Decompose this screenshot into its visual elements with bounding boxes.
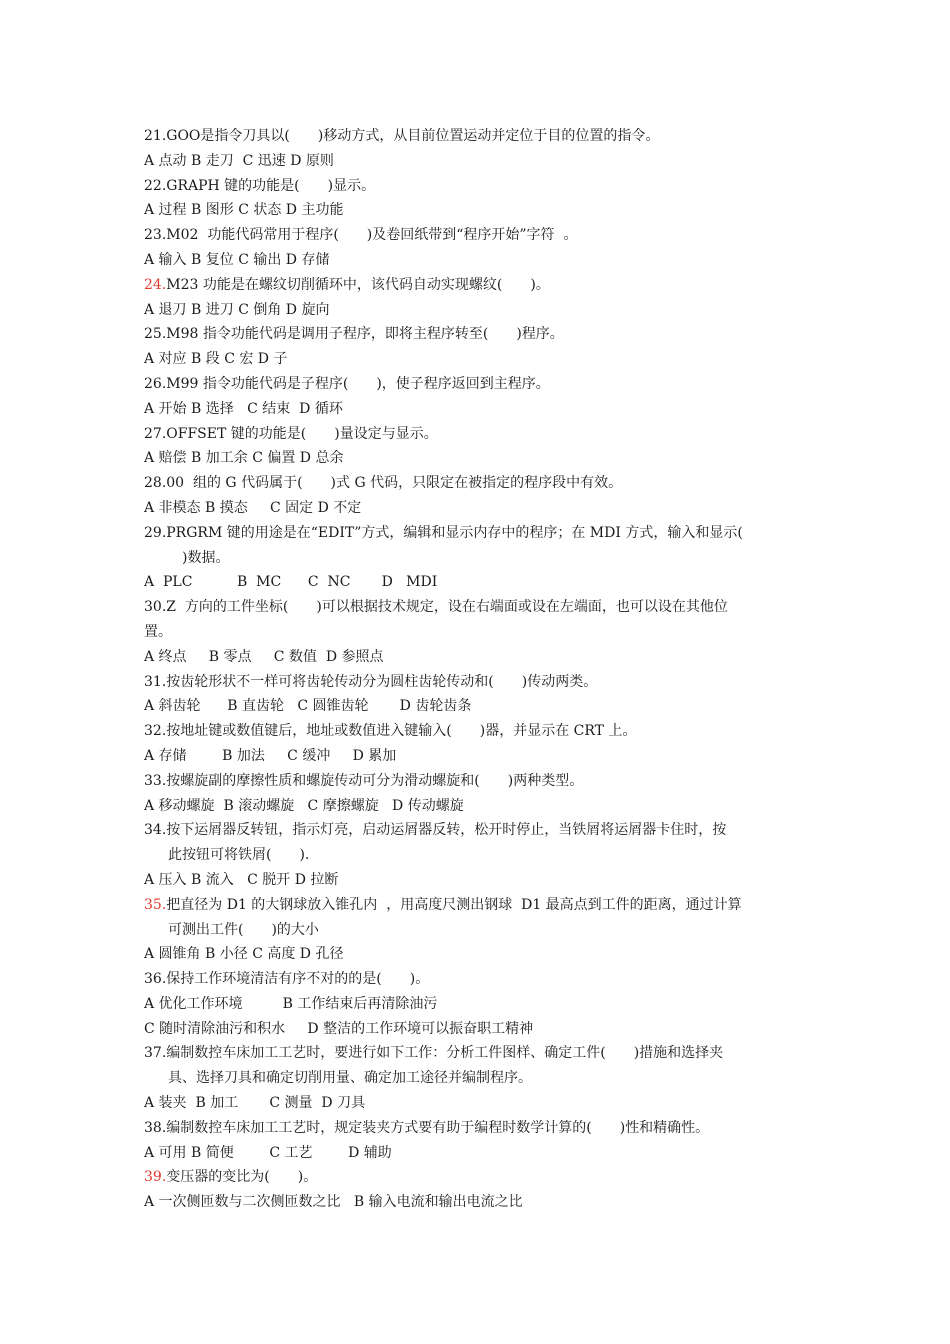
question-stem: 按下运屑器反转钮，指示灯亮，启动运屑器反转，松开时停止，当铁屑将运屑器卡住时，按 <box>166 822 727 839</box>
question-number: 34. <box>144 822 167 839</box>
question-text <box>144 893 810 918</box>
question-text <box>144 1041 810 1066</box>
question-text <box>144 818 810 843</box>
answer-options: A 移动螺旋 B 滚动螺旋 C 摩擦螺旋 D 传动螺旋 <box>144 797 464 814</box>
question-text <box>144 174 810 199</box>
question-number: 39. <box>144 1169 167 1186</box>
question-item <box>144 967 810 1041</box>
question-stem-continued: 可测出工件( )的大小 <box>168 921 319 938</box>
answer-options: A 对应 B 段 C 宏 D 子 <box>144 351 288 368</box>
question-number: 37. <box>144 1045 167 1062</box>
question-number: 35. <box>144 896 167 913</box>
question-text <box>144 471 810 496</box>
question-item <box>144 372 810 422</box>
question-stem: 变压器的变比为( )。 <box>166 1169 318 1186</box>
question-text <box>144 719 810 744</box>
question-stem: M23 功能是在螺纹切削循环中，该代码自动实现螺纹( )。 <box>166 276 550 293</box>
question-item <box>144 471 810 521</box>
question-text <box>144 322 810 347</box>
question-text <box>144 422 810 447</box>
question-stem-continued: 此按钮可将铁屑( ). <box>168 847 310 864</box>
question-text <box>144 372 810 397</box>
answer-options: A 可用 B 简便 C 工艺 D 辅助 <box>144 1144 392 1161</box>
question-item <box>144 322 810 372</box>
question-stem-continued: 置。 <box>144 623 172 640</box>
question-item <box>144 1041 810 1115</box>
question-number: 31. <box>144 673 167 690</box>
question-text <box>144 967 810 992</box>
answer-options: A 过程 B 图形 C 状态 D 主功能 <box>144 202 344 219</box>
question-stem: 把直径为 D1 的大钢球放入锥孔内 ，用高度尺测出钢球 D1 最高点到工件的距离，通过计算 <box>166 896 742 913</box>
answer-options: A 退刀 B 进刀 C 倒角 D 旋向 <box>144 301 330 318</box>
question-text <box>144 273 810 298</box>
answer-options: A 斜齿轮 B 直齿轮 C 圆锥齿轮 D 齿轮齿条 <box>144 698 472 715</box>
question-number: 38. <box>144 1119 167 1136</box>
question-stem: GRAPH 键的功能是( )显示。 <box>166 177 376 194</box>
answer-options: A 点动 B 走刀 C 迅速 D 原则 <box>144 152 334 169</box>
question-number: 28. <box>144 475 167 492</box>
question-number: 27. <box>144 425 167 442</box>
answer-options: A 一次侧匝数与二次侧匝数之比 B 输入电流和输出电流之比 <box>144 1194 523 1211</box>
answer-options: A 开始 B 选择 C 结束 D 循环 <box>144 400 343 417</box>
question-number: 21. <box>144 128 167 144</box>
question-stem: OFFSET 键的功能是( )量设定与显示。 <box>166 425 438 442</box>
question-text <box>144 223 810 248</box>
question-number: 29. <box>144 524 167 541</box>
question-item <box>144 124 810 174</box>
question-item <box>144 893 810 967</box>
question-text <box>144 124 810 149</box>
answer-options: A 非模态 B 摸态 C 固定 D 不定 <box>144 499 362 516</box>
question-text <box>144 1116 810 1141</box>
question-text <box>144 595 810 620</box>
question-item <box>144 670 810 720</box>
question-item <box>144 818 810 892</box>
answer-options: A 输入 B 复位 C 输出 D 存储 <box>144 251 330 268</box>
question-item <box>144 1165 810 1215</box>
question-item <box>144 769 810 819</box>
question-stem: 按螺旋副的摩擦性质和螺旋传动可分为滑动螺旋和( )两种类型。 <box>166 772 584 789</box>
question-number: 26. <box>144 375 167 392</box>
question-item <box>144 174 810 224</box>
question-number: 33. <box>144 772 167 789</box>
question-stem: 编制数控车床加工工艺时，规定装夹方式要有助于编程时数学计算的( )性和精确性。 <box>166 1119 710 1136</box>
answer-options: A 圆锥角 B 小径 C 高度 D 孔径 <box>144 946 344 963</box>
question-number: 22. <box>144 177 167 194</box>
question-item <box>144 521 810 595</box>
question-stem: GOO是指令刀具以( )移动方式，从目前位置运动并定位于目的位置的指令。 <box>166 128 660 144</box>
question-text <box>144 670 810 695</box>
answer-options: A 优化工作环境 B 工作结束后再清除油污 <box>144 995 438 1012</box>
question-stem: PRGRM 键的用途是在“EDIT”方式，编辑和显示内存中的程序；在 MDI 方式，输入和显示( <box>166 524 743 541</box>
answer-options: A 赔偿 B 加工余 C 偏置 D 总余 <box>144 450 344 467</box>
answer-options: C 随时清除油污和积水 D 整洁的工作环境可以振奋职工精神 <box>144 1020 534 1037</box>
question-stem: 00 组的 G 代码属于( )式 G 代码，只限定在被指定的程序段中有效。 <box>166 475 623 492</box>
question-stem: Z 方向的工件坐标( )可以根据技术规定，设在右端面或设在左端面，也可以设在其他位 <box>166 599 728 616</box>
question-stem: 按齿轮形状不一样可将齿轮传动分为圆柱齿轮传动和( )传动两类。 <box>166 673 598 690</box>
question-stem: M98 指令功能代码是调用子程序，即将主程序转至( )程序。 <box>166 326 564 343</box>
question-stem: 保持工作环境清洁有序不对的的是( )。 <box>166 971 430 988</box>
answer-options: A 压入 B 流入 C 脱开 D 拉断 <box>144 871 339 888</box>
question-stem: 编制数控车床加工工艺时，要进行如下工作：分析工件图样、确定工件( )措施和选择夹 <box>166 1045 724 1062</box>
question-item <box>144 422 810 472</box>
question-stem: 按地址键或数值键后，地址或数值进入键输入( )器，并显示在 CRT 上。 <box>166 723 637 740</box>
question-number: 25. <box>144 326 167 343</box>
answer-options: A 存储 B 加法 C 缓冲 D 累加 <box>144 747 397 764</box>
answer-options: A PLC B MC C NC D MDI <box>144 574 438 591</box>
question-number: 36. <box>144 971 167 988</box>
question-list <box>144 124 810 1215</box>
question-text <box>144 521 810 546</box>
question-item <box>144 273 810 323</box>
question-item <box>144 223 810 273</box>
question-number: 23. <box>144 227 167 244</box>
question-text <box>144 1165 810 1190</box>
question-item <box>144 1116 810 1166</box>
answer-options: A 终点 B 零点 C 数值 D 参照点 <box>144 648 384 665</box>
question-number: 30. <box>144 599 167 616</box>
question-number: 32. <box>144 723 167 740</box>
question-stem: M02 功能代码常用于程序( )及卷回纸带到“程序开始”字符 。 <box>166 227 578 244</box>
question-item <box>144 595 810 669</box>
question-stem: M99 指令功能代码是子程序( )，使子程序返回到主程序。 <box>166 375 550 392</box>
question-text <box>144 769 810 794</box>
question-stem-continued: )数据。 <box>168 549 230 566</box>
question-number: 24. <box>144 276 167 293</box>
answer-options: A 装夹 B 加工 C 测量 D 刀具 <box>144 1095 366 1112</box>
question-item <box>144 719 810 769</box>
question-stem-continued: 具、选择刀具和确定切削用量、确定加工途径并编制程序。 <box>168 1070 532 1087</box>
